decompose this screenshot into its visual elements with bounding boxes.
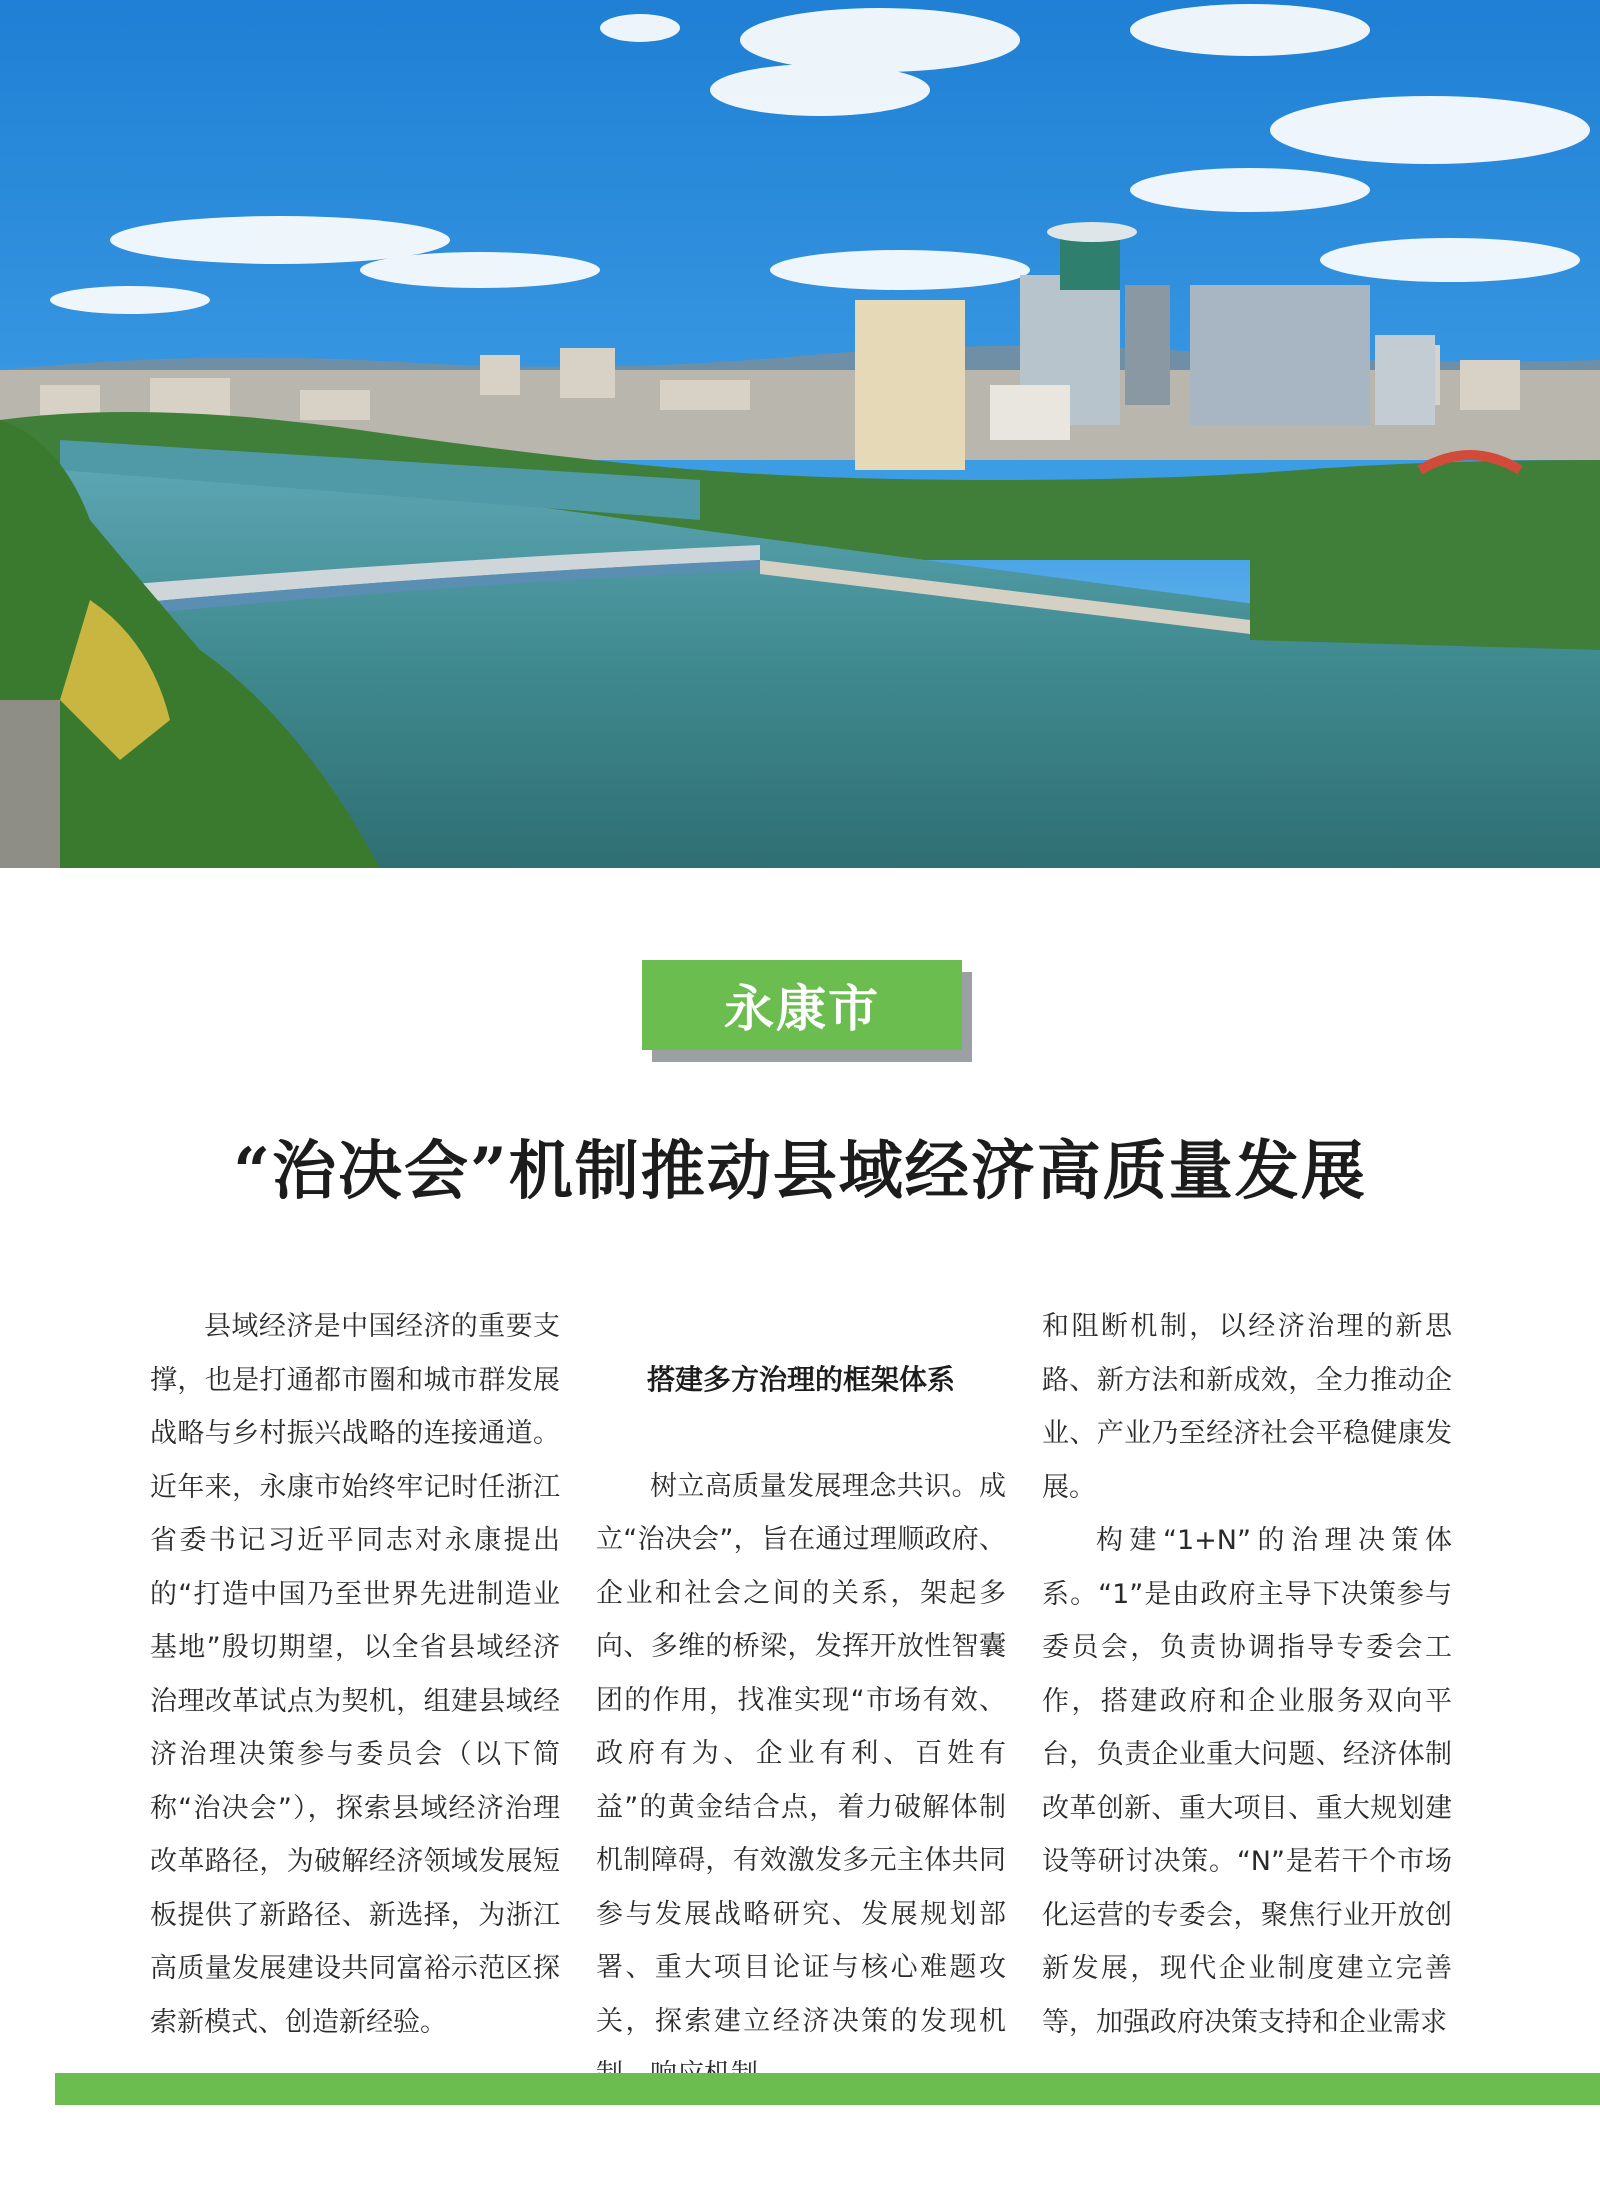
- paragraph: 和阻断机制，以经济治理的新思路、新方法和新成效，全力推动企业、产业乃至经济社会平稳健康发展。: [1042, 1311, 1452, 1503]
- text-column-1: [150, 1300, 560, 2049]
- hero-photo: [0, 0, 1600, 868]
- location-tag-label: 永康市: [724, 980, 880, 1038]
- location-tag: [642, 960, 962, 1050]
- paragraph: 县域经济是中国经济的重要支撑，也是打通都市圈和城市群发展战略与乡村振兴战略的连接通道。近年来，永康市始终牢记时任浙江省委书记习近平同志对永康提出的“打造中国乃至世界先进制造业基地”殷切期望，以全省县域经济治理改革试点为契机，组建县域经济治理决策参与委员会（以下简称“治决会”），探索县域经济治理改革路径，为破解经济领域发展短板提供了新路径、新选择，为浙江高质量发展建设共同富裕示范区探索新模式、创造新经验。: [150, 1311, 560, 2038]
- text-column-3: [1042, 1300, 1452, 2049]
- section-subheading: 搭建多方治理的框架体系: [646, 1363, 955, 1396]
- paragraph: 构建“1+N”的治理决策体系。“1”是由政府主导下决策参与委员会，负责协调指导专委会工作，搭建政府和企业服务双向平台，负责企业重大问题、经济体制改革创新、重大项目、重大规划建设等研讨决策。“N”是若干个市场化运营的专委会，聚焦行业开放创新发展，现代企业制度建立完善等，加强政府决策支持和企业需求: [1042, 1525, 1452, 2038]
- text-column-2: [596, 1300, 1006, 2102]
- article-title: “治决会”机制推动县域经济高质量发展: [233, 1134, 1367, 1209]
- paragraph: 树立高质量发展理念共识。成立“治决会”，旨在通过理顺政府、企业和社会之间的关系，架起多向、多维的桥梁，发挥开放性智囊团的作用，找准实现“市场有效、政府有为、企业有利、百姓有益”的黄金结合点，着力破解体制机制障碍，有效激发多元主体共同参与发展战略研究、发展规划部署、重大项目论证与核心难题攻关，探索建立经济决策的发现机: [596, 1470, 1006, 2037]
- footer-bar: [55, 2073, 1600, 2105]
